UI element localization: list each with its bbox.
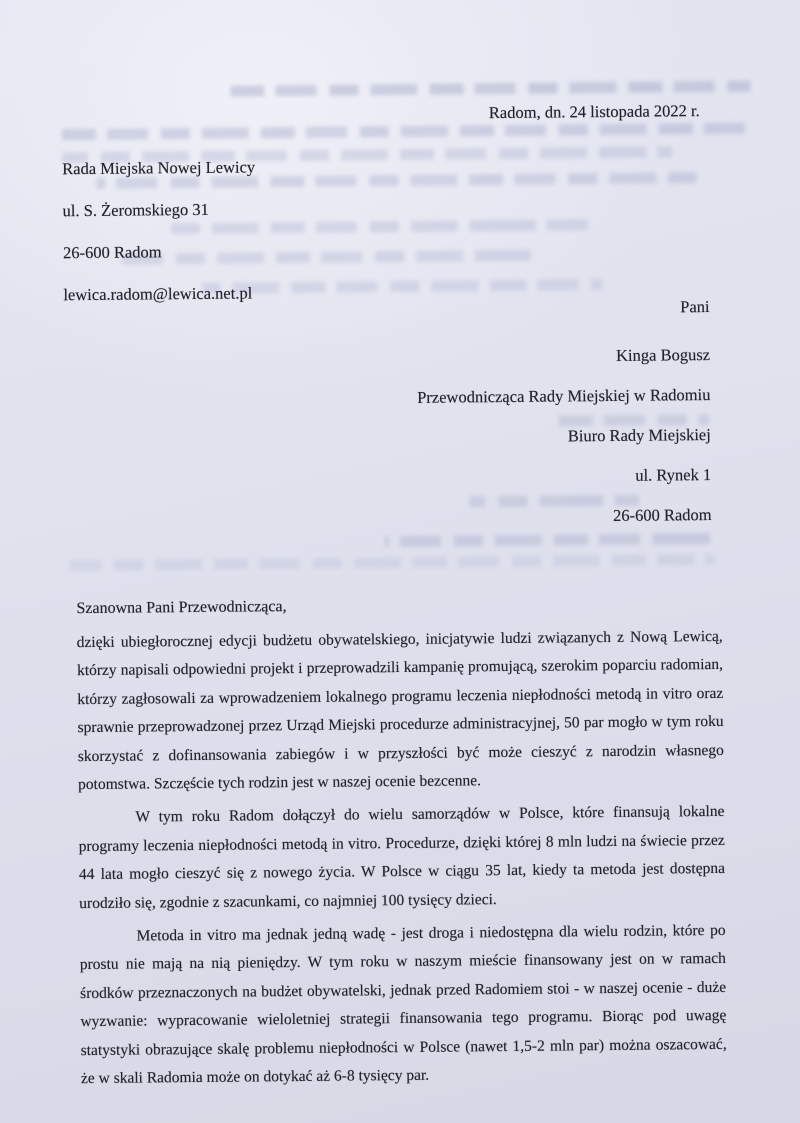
sender-name: Rada Miejska Nowej Lewicy — [62, 157, 256, 179]
recipient-title: Przewodnicząca Rady Miejskiej w Radomiu — [417, 385, 711, 407]
bleed-through-line — [62, 123, 754, 141]
sender-email: lewica.radom@lewica.net.pl — [63, 283, 253, 305]
salutation-line: Szanowna Pani Przewodnicząca, — [76, 598, 287, 618]
sender-street: ul. S. Żeromskiego 31 — [62, 199, 209, 221]
body-paragraph: dzięki ubiegłorocznej edycji budżetu obywatelskiego, inicjatywie ludzi związanych z Nową Lewicą, którzy napisali odpowiedni projekt i przeprowadzili kampanię promującą, szerokim poparciu radomian, którzy zagłosowali za wprowadzeniem lokalnego programu leczenia niepłodności metodą in vitro oraz sprawnie przeprowadzonej przez Urząd Miejski procedurze administracyjnej, 50 par mogło w tym roku skorzystać z dofinansowania zabiegów i w przyszłości być może cieszyć z narodzin własnego potomstwa. Szczęście tych rodzin jest w naszej ocenie bezcenne. — [76, 627, 724, 794]
recipient-street: ul. Rynek 1 — [635, 465, 712, 485]
recipient-salutation: Pani — [680, 297, 710, 317]
bleed-through-line — [230, 81, 750, 97]
body-paragraph: W tym roku Radom dołączył do wielu samorządów w Polsce, które finansują lokalne programy leczenia niepłodności metodą in vitro. Procedurze, dzięki której 8 mln ludzi na świecie przez 44 lata mogło cieszyć się z nowego życia. W Polsce w ciągu 35 lat, kiedy ta metoda jest dostępna urodziło się, zgodnie z szacunkami, co najmniej 100 tysięcy dzieci. — [78, 803, 726, 912]
sender-address-block — [62, 157, 257, 327]
body-paragraph: Metoda in vitro ma jednak jedną wadę - jest droga i niedostępna dla wielu rodzin, które po prostu nie mają na nią pieniędzy. W tym roku w naszym mieście finansowany jest on w ramach środków przeznaczonych na budżet obywatelski, jednak przed Radomiem stoi - w naszej ocenie - duże wyzwanie: wypracowanie wieloletniej strategii finansowania tego programu. Biorąc pod uwagę statystyki obrazujące skalę problemu niepłodności w Polsce (nawet 1,5-2 mln par) można oszacować, że w skali Radomia może on dotykać aż 6-8 tysięcy par. — [79, 921, 727, 1088]
letter-body — [77, 623, 727, 1099]
recipient-address-block — [416, 297, 712, 548]
sender-postal-city: 26-600 Radom — [62, 242, 162, 263]
date-line: Radom, dn. 24 listopada 2022 r. — [488, 101, 700, 123]
recipient-postal-city: 26-600 Radom — [612, 505, 712, 525]
recipient-office: Biuro Rady Miejskiej — [567, 425, 711, 446]
bleed-through-line — [70, 554, 715, 571]
recipient-name: Kinga Bogusz — [615, 345, 711, 365]
bleed-through-line — [202, 279, 602, 294]
